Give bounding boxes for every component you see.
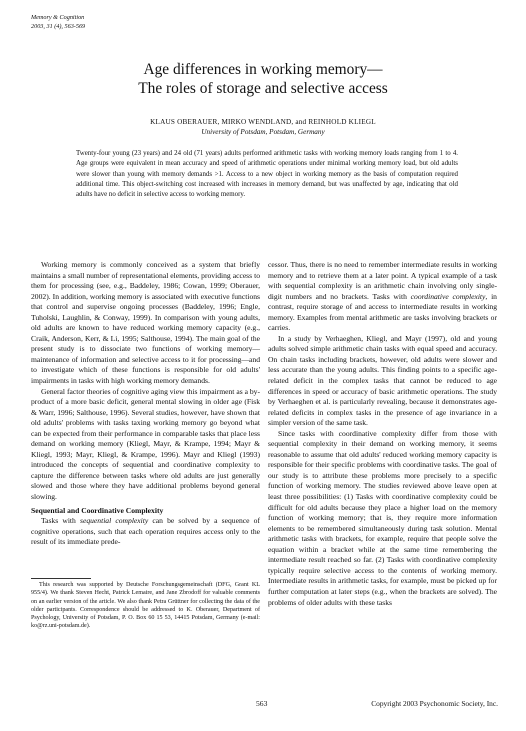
authors: KLAUS OBERAUER, MIRKO WENDLAND, and REINHOLD KLIEGL bbox=[150, 118, 376, 126]
footnote: This research was supported by Deutsche Forschungsgemeinschaft (DFG, Grant KL 955/4). We thank Steven Hecht, Patrick Lemaire, and Jane Zbrodoff for valuable comments on an earlier version of the article. We also thank Petra Grüttner for collecting the data of the older participants. Correspondence should be addressed to K. Oberauer, Department of Psychology, University of Potsdam, P. O. Box 60 15 53, 14415 Potsdam, Germany (e-mail: ko@rz.uni-potsdam.de). bbox=[31, 582, 260, 630]
body-paragraph bbox=[268, 260, 497, 334]
affiliation: University of Potsdam, Potsdam, Germany bbox=[201, 128, 325, 136]
body-paragraph: In a study by Verhaeghen, Kliegl, and Mayr (1997), old and young adults solved simple arithmetic chain tasks with equal speed and accuracy. On chain tasks including brackets, however, old adults were slower and less accurate than the young adults. This finding points to a specific age-related deficit in the complex tasks that cannot be reduced to age differences in speed or accuracy of basic arithmetic operations. The study by Verhaeghen et al. is particularly revealing, because it demonstrates age-related deficits in complex tasks in the presence of age invariance in a simpler version of the same task. bbox=[268, 333, 497, 428]
volume-info: 2003, 31 (4), 563-569 bbox=[31, 23, 86, 30]
title-line-2: The roles of storage and selective access bbox=[138, 80, 388, 97]
emphasis-term: coordinative complexity bbox=[410, 291, 486, 301]
journal-header bbox=[31, 13, 85, 31]
text-span: can be solved by a sequence of cognitive operations, such that each operation requires access only to the result of its immediate prede- bbox=[31, 516, 260, 547]
section-heading: Sequential and Coordinative Complexity bbox=[31, 505, 164, 515]
page-number: 563 bbox=[256, 699, 268, 708]
text-span: , in contrast, require storage of and access to intermediate results in working memory. Examples from mental arithmetic are tasks involving brackets or carries. bbox=[268, 291, 497, 333]
text-span: Tasks with bbox=[41, 516, 80, 526]
footnote-rule bbox=[31, 578, 91, 579]
body-paragraph: Working memory is commonly conceived as a system that briefly maintains a small number of representational elements, providing access to them for processing (see, e.g., Baddeley, 1986; Cowan, 1999; Oberauer, 2002). In addition, working memory is associated with executive functions that control and supervise ongoing processes (Baddeley, 1996; Engle, Tuholski, Laughlin, & Conway, 1999). In comparison with young adults, old adults are known to have reduced working memory capacity (e.g., Craik, Anderson, Kerr, & Li, 1995; Salthouse, 1994). The main goal of the present study is to dissociate two functions of working memory—maintenance of information and selective access to it for processing—and to investigate which of these functions is responsible for old adults' impairments in tasks with high working memory demands. bbox=[31, 260, 260, 386]
copyright-notice: Copyright 2003 Psychonomic Society, Inc. bbox=[371, 699, 498, 708]
right-column bbox=[268, 260, 497, 608]
body-paragraph bbox=[31, 516, 260, 548]
left-column bbox=[31, 260, 260, 548]
abstract: Twenty-four young (23 years) and 24 old (71 years) adults performed arithmetic tasks with working memory loads ranging from 1 to 4. Age groups were equivalent in mean accuracy and speed of arithmetic operations under minimal working memory load, but old adults were slower than young with memory demands >1. Access to a new object in working memory as the basis of computation required additional time. This object-switching cost increased with increases in memory demand, but was unaffected by age, indicating that old adults have no deficit in selective access to working memory. bbox=[76, 150, 458, 199]
body-paragraph: Since tasks with coordinative complexity differ from those with sequential complexity in their demand on working memory, it seems reasonable to assume that old adults' reduced working memory capacity is responsible for their specific problems with coordinative tasks. The goal of our study is to attribute these problems more precisely to a specific function of working memory. The studies reviewed above leave open at least three possibilities: (1) Tasks with coordinative complexity could be difficult for old adults because they place a higher load on the memory function of working memory; that is, they require more information elements to be remembered simultaneously during task solution. Mental arithmetic tasks with brackets, for example, require that people solve the equation within a bracket while at the same time remembering the intermediate result reached so far. (2) Tasks with coordinative complexity typically require selective access to the contents of working memory. Intermediate results in arithmetic tasks, for example, must be picked up for further computation at later steps (e.g., when the brackets are solved). The problems of older adults with these tasks bbox=[268, 428, 497, 607]
title-line-1: Age differences in working memory— bbox=[143, 61, 383, 78]
paper-title bbox=[0, 60, 526, 98]
journal-name: Memory & Cognition bbox=[31, 14, 85, 21]
body-paragraph: General factor theories of cognitive aging view this impairment as a by-product of a more basic deficit, general mental slowing in older age (Fisk & Warr, 1996; Salthouse, 1996). Several studies, however, have shown that old adults' problems with tasks taxing working memory go beyond what can be expected from their performance in comparable tasks that place less demand on working memory (Kliegl, Mayr, & Krampe, 1994; Mayr & Kliegl, 1993; Mayr, Kliegl, & Krampe, 1996). Mayr and Kliegl (1993) introduced the concepts of sequential and coordinative complexity to capture the difference between tasks where old adults are just generally slowed and those where they have additional problems beyond general slowing. bbox=[31, 386, 260, 502]
text-span: cessor. Thus, there is no need to remember intermediate results in working memory and to retrieve them at a later point. A typical example of a task with sequential complexity is an arithmetic chain involving only single-digit numbers and no brackets. Tasks with bbox=[268, 260, 497, 301]
emphasis-term: sequential complexity bbox=[80, 516, 149, 526]
